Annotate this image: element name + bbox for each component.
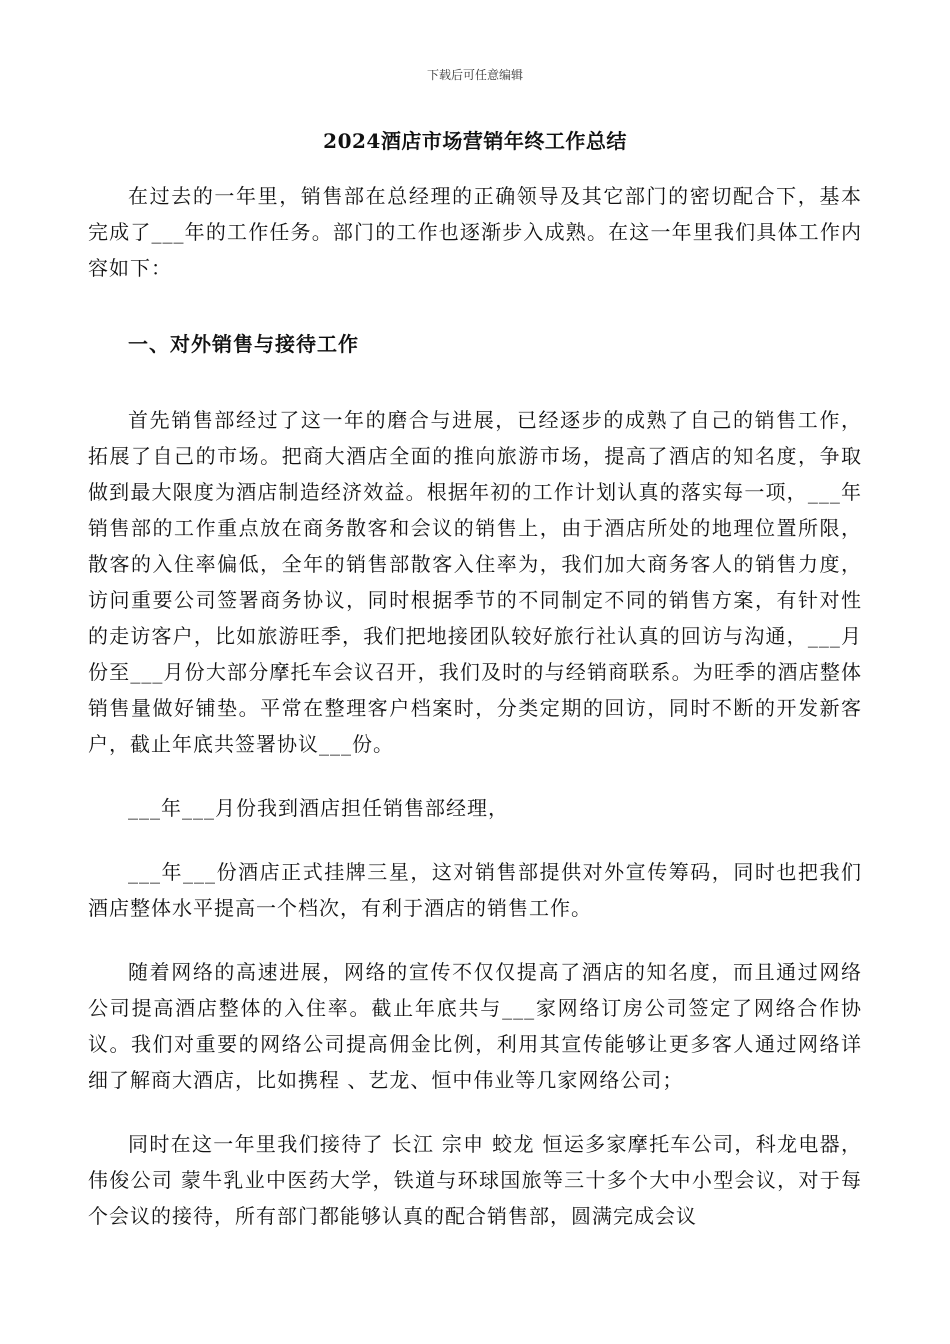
paragraph-manager: ___年___月份我到酒店担任销售部经理， [128, 796, 509, 820]
section-heading: 一、对外销售与接待工作 [128, 332, 359, 356]
paragraph-three-star: ___年___份酒店正式挂牌三星，这对销售部提供对外宣传筹码，同时也把我们酒店整体水平提高一个档次，有利于酒店的销售工作。 [88, 860, 862, 920]
header-note: 下载后可任意编辑 [426, 68, 523, 82]
paragraph-sales: 首先销售部经过了这一年的磨合与进展，已经逐步的成熟了自己的销售工作，拓展了自己的市场。把商大酒店全面的推向旅游市场，提高了酒店的知名度，争取做到最大限度为酒店制造经济效益。根据年初的工作计划认真的落实每一项，___年销售部的工作重点放在商务散客和会议的销售上，由于酒店所处的地理位置所限，散客的入住率偏低，全年的销售部散客入住率为，我们加大商务客人的销售力度，访问重要公司签署商务协议，同时根据季节的不同制定不同的销售方案，有针对性的走访客户，比如旅游旺季，我们把地接团队较好旅行社认真的回访与沟通，___月份至___月份大部分摩托车会议召开，我们及时的与经销商联系。为旺季的酒店整体销售量做好铺垫。平常在整理客户档案时，分类定期的回访，同时不断的开发新客户，截止年底共签署协议___份。 [88, 408, 862, 756]
intro-paragraph: 在过去的一年里，销售部在总经理的正确领导及其它部门的密切配合下，基本完成了___年的工作任务。部门的工作也逐渐步入成熟。在这一年里我们具体工作内容如下： [88, 184, 862, 280]
paragraph-network: 随着网络的高速进展，网络的宣传不仅仅提高了酒店的知名度，而且通过网络公司提高酒店整体的入住率。截止年底共与___家网络订房公司签定了网络合作协议。我们对重要的网络公司提高佣金比例，利用其宣传能够让更多客人通过网络详细了解商大酒店，比如携程 、艺龙、恒中伟业等几家网络公司； [88, 960, 862, 1092]
document-title: 2024酒店市场营销年终工作总结 [323, 129, 627, 153]
document-body [88, 178, 862, 1234]
paragraph-conferences: 同时在这一年里我们接待了 长江 宗申 蛟龙 恒运多家摩托车公司，科龙电器，伟俊公司 蒙牛乳业中医药大学，铁道与环球国旅等三十多个大中小型会议，对于每个会议的接待，所有部门都能够认真的配合销售部，圆满完成会议 [88, 1132, 862, 1228]
